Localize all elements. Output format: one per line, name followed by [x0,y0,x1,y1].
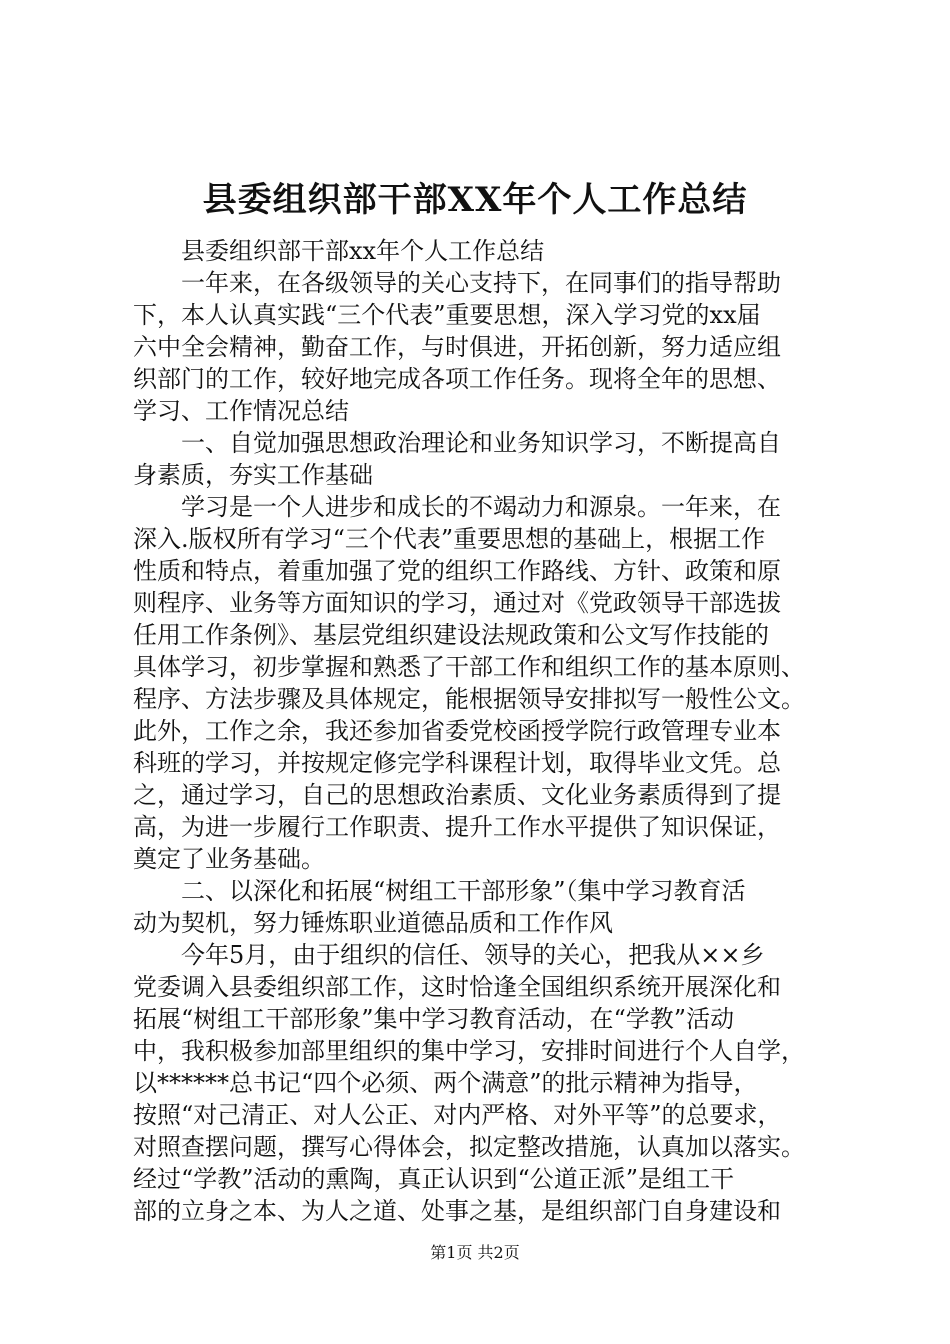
body-line: 一、自觉加强思想政治理论和业务知识学习，不断提高自 [181,429,781,457]
body-line: 织部门的工作，较好地完成各项工作任务。现将全年的思想、 [133,365,781,393]
body-line: 经过“学教”活动的熏陶，真正认识到“公道正派”是组工干 [133,1165,735,1193]
body-line: 此外，工作之余，我还参加省委党校函授学院行政管理专业本 [133,717,781,745]
body-line: 深入.版权所有学习“三个代表”重要思想的基础上，根据工作 [133,525,766,553]
body-line: 身素质，夯实工作基础 [133,461,373,489]
body-line: 拓展“树组工干部形象”集中学习教育活动，在“学教”活动 [133,1005,735,1033]
body-line: 对照查摆问题，撰写心得体会，拟定整改措施，认真加以落实。 [133,1133,805,1161]
body-line: 程序、方法步骤及具体规定，能根据领导安排拟写一般性公文。 [133,685,805,713]
body-line: 学习是一个人进步和成长的不竭动力和源泉。一年来，在 [181,493,781,521]
body-line: 今年5月，由于组织的信任、领导的关心，把我从××乡 [181,941,765,969]
body-line: 中，我积极参加部里组织的集中学习，安排时间进行个人自学， [133,1037,805,1065]
body-line: 动为契机，努力锤炼职业道德品质和工作作风 [133,909,613,937]
page-footer: 第1页 共2页 [430,1243,520,1262]
body-line: 按照“对己清正、对人公正、对内严格、对外平等”的总要求， [133,1101,782,1129]
body-line: 六中全会精神，勤奋工作，与时俱进，开拓创新，努力适应组 [133,333,781,361]
body-line: 性质和特点，着重加强了党的组织工作路线、方针、政策和原 [133,557,781,585]
body-line: 则程序、业务等方面知识的学习，通过对《党政领导干部选拔 [133,589,781,617]
body-line: 高，为进一步履行工作职责、提升工作水平提供了知识保证， [133,813,781,841]
body-line: 一年来，在各级领导的关心支持下，在同事们的指导帮助 [181,269,781,297]
body-line: 奠定了业务基础。 [133,845,325,873]
body-line: 任用工作条例》、基层党组织建设法规政策和公文写作技能的 [133,621,769,649]
body-line: 科班的学习，并按规定修完学科课程计划，取得毕业文凭。总 [133,749,781,777]
body-line: 具体学习，初步掌握和熟悉了干部工作和组织工作的基本原则、 [133,653,805,681]
body-line: 下，本人认真实践“三个代表”重要思想，深入学习党的xx届 [133,301,761,329]
body-line: 二、以深化和拓展“树组工干部形象”（集中学习教育活 [181,877,746,905]
body-line: 以******总书记“四个必须、两个满意”的批示精神为指导， [133,1069,758,1097]
body-line: 学习、工作情况总结 [133,397,349,425]
body-line: 党委调入县委组织部工作，这时恰逢全国组织系统开展深化和 [133,973,781,1001]
document-body [133,235,833,1227]
document-title: 县委组织部干部XX年个人工作总结 [202,180,748,220]
body-line: 之，通过学习，自己的思想政治素质、文化业务素质得到了提 [133,781,781,809]
body-line: 县委组织部干部xx年个人工作总结 [181,237,545,265]
body-line: 部的立身之本、为人之道、处事之基，是组织部门自身建设和 [133,1197,781,1225]
